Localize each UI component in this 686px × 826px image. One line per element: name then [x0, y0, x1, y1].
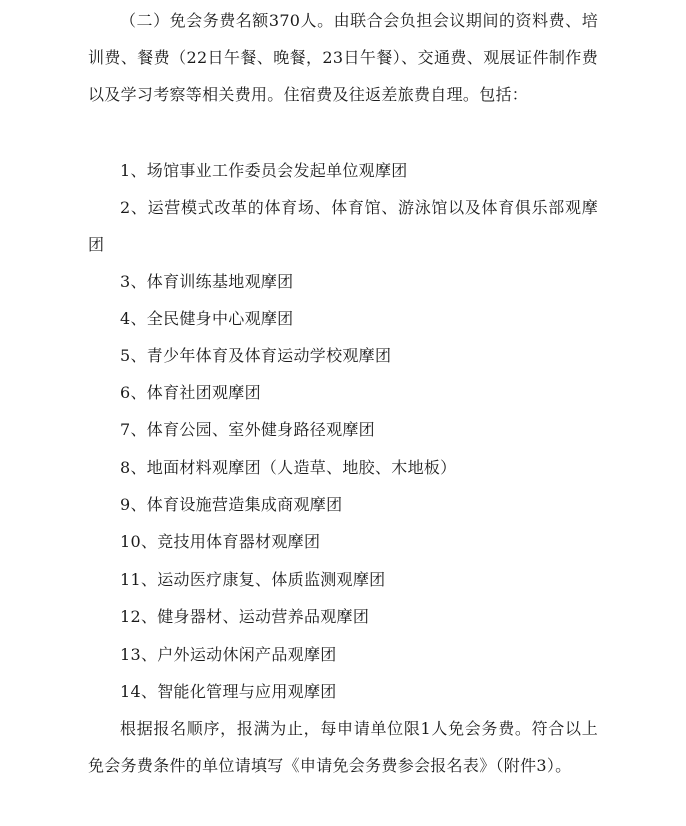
list-item: 1、场馆事业工作委员会发起单位观摩团 [120, 161, 408, 180]
list-item: 9、体育设施营造集成商观摩团 [120, 495, 343, 514]
list-item: 6、体育社团观摩团 [120, 383, 261, 402]
list-item: 11、运动医疗康复、体质监测观摩团 [120, 570, 386, 589]
list-item: 5、青少年体育及体育运动学校观摩团 [120, 346, 392, 365]
closing-paragraph: 根据报名顺序，报满为止，每申请单位限1人免会务费。符合以上免会务费条件的单位请填写《申请免会务费参会报名表》（附件3）。 [88, 719, 598, 775]
list-item: 7、体育公园、室外健身路径观摩团 [120, 420, 375, 439]
list-item: 3、体育训练基地观摩团 [120, 272, 294, 291]
list-item: 12、健身器材、运动营养品观摩团 [120, 607, 370, 626]
list-item: 2、运营模式改革的体育场、体育馆、游泳馆以及体育俱乐部观摩团 [88, 198, 598, 254]
list-item: 4、全民健身中心观摩团 [120, 309, 294, 328]
intro-paragraph: （二）免会务费名额370人。由联合会负担会议期间的资料费、培训费、餐费（22日午餐、晚餐，23日午餐）、交通费、观展证件制作费以及学习考察等相关费用。住宿费及往返差旅费自理。包括： [88, 11, 598, 104]
list-item: 10、竞技用体育器材观摩团 [120, 532, 321, 551]
list-item: 8、地面材料观摩团（人造草、地胶、木地板） [120, 458, 457, 477]
list-item: 13、户外运动休闲产品观摩团 [120, 645, 337, 664]
list-item: 14、智能化管理与应用观摩团 [120, 682, 337, 701]
